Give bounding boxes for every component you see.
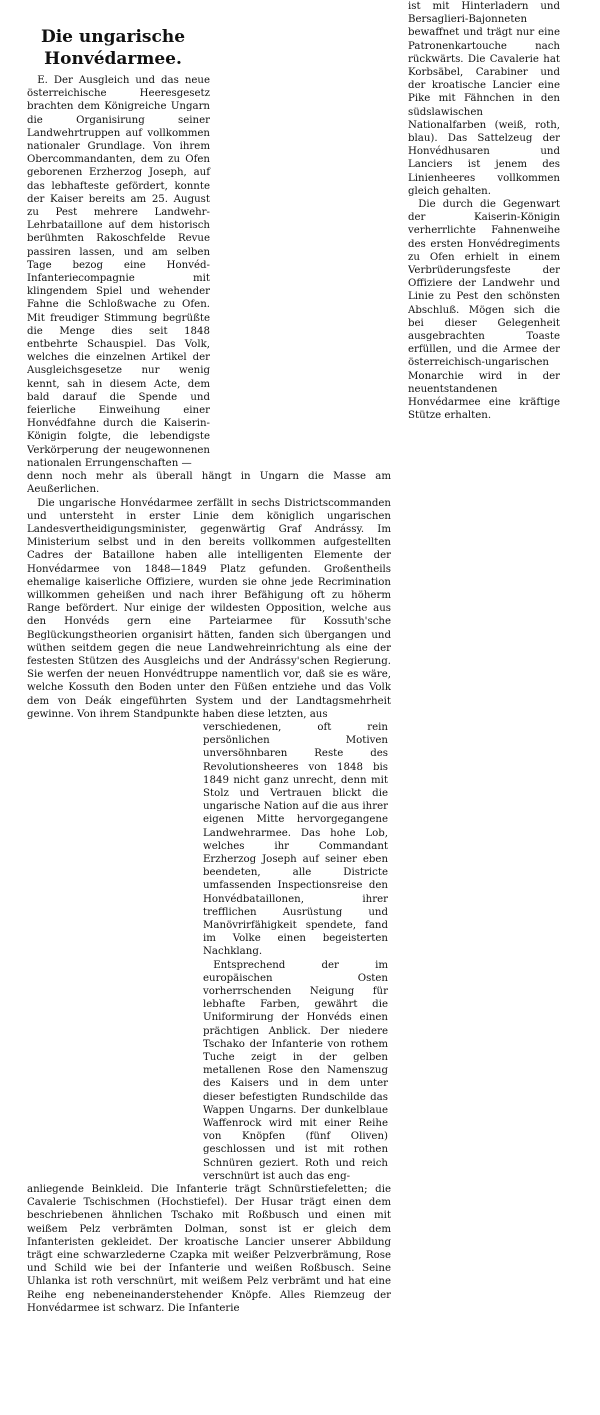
article-title: [27, 26, 199, 70]
title-line-1: Die ungarische: [40, 27, 186, 47]
article-main-column: [27, 22, 391, 1412]
paragraph-armament: ist mit Hinterladern und Bersaglieri-Bajonneten bewaffnet und trägt nur eine Patronenkartouche nach rückwärts. Die Cavalerie hat Korbsäbel, Carabiner und der kroatische Lancier eine Pike mit Fähnchen in den südslawischen Nationalfarben (weiß, roth, blau). Das Sattelzeug der Honvédhusaren und Lanciers ist jenem des Linienheeres vollkommen gleich gehalten.: [408, 1, 560, 197]
paragraph-organisation-cont: verschiedenen, oft rein persönlichen Motiven unversöhnbaren Reste des Revolutionsheeres von 1848 bis 1849 nicht ganz unrecht, denn mit Stolz und Vertrauen blickt die ungarische Nation auf die aus ihrer eigenen Mitte hervorgegangene Landwehrarmee. Das hohe Lob, welches ihr Commandant Erzherzog Joseph auf seiner eben beendeten, alle Districte umfassenden Inspectionsreise den Honvédbataillonen, ihrer trefflichen Ausrüstung und Manövrirfähigkeit spendete, fand im Volke einen begeisterten Nachklang.: [203, 721, 388, 958]
paragraph-intro: E. Der Ausgleich und das neue österreichische Heeresgesetz brachten dem Königreiche Ungarn die Organisirung seiner Landwehrtruppen auf vollkommen nationaler Grundlage. Von ihrem Obercommandanten, dem zu Ofen geborenen Erzherzog Joseph, auf das lebhafteste gefördert, konnte der Kaiser bereits am 25. August zu Pest mehrere Landwehr-Lehrbataillone auf dem historisch berühmten Rakoschfelde Revue passiren lassen, und am selben Tage bezog eine Honvéd-Infanteriecompagnie mit klingendem Spiel und wehender Fahne die Schloßwache zu Ofen. Mit freudiger Stimmung begrüßte die Menge dies seit 1848 entbehrte Schauspiel. Das Volk, welches die einzelnen Artikel der Ausgleichsgesetze nur wenig kennt, sah in diesem Acte, dem bald darauf die Spende und feierliche Einweihung einer Honvédfahne durch die Kaiserin-Königin folgte, die lebendigste Verkörperung der neugewonnenen nationalen Errungenschaften —: [27, 75, 210, 469]
article-right-column: [408, 0, 560, 470]
paragraph-organisation: Die ungarische Honvédarmee zerfällt in sechs Districtscommanden und untersteht in erster Linie dem königlich ungarischen Landesvertheidigungsminister, gegenwärtig Graf Andrássy. Im Ministerium selbst und in den bereits vollkommen aufgestellten Cadres der Bataillone haben alle intelligenten Elemente der Honvédarmee von 1848—1849 Platz gefunden. Großentheils ehemalige kaiserliche Offiziere, wurden sie ohne jede Recrimination willkommen geheißen und nach ihrer Befähigung oft zu höherm Range befördert. Nur einige der wildesten Opposition, welche aus den Honvéds gern eine Parteiarmee für Kossuth'sche Beglückungstheorien organisirt hätten, fanden sich übergangen und wüthen seitdem gegen die neue Landwehreinrichtung als eine der festesten Stützen des Ausgleichs und der Andrássy'schen Regierung. Sie werfen der neuen Honvédtruppe namentlich vor, daß sie es wäre, welche Kossuth den Boden unter den Füßen entziehe und das Volk dem von Deák eingeführten System und der Landtagsmehrheit gewinne. Von ihrem Standpunkte haben diese letzten, aus: [27, 497, 391, 720]
paragraph-uniform-cont: anliegende Beinkleid. Die Infanterie trägt Schnürstiefeletten; die Cavalerie Tschischmen (Hochstiefel). Der Husar trägt einen dem beschriebenen ähnlichen Tschako mit Roßbusch und einen mit weißem Pelz verbrämten Dolman, sonst ist er gleich dem Infanteristen gekleidet. Der kroatische Lancier unserer Abbildung trägt eine schwarzlederne Czapka mit weißer Pelzverbrämung, Rose und Schild wie bei der Infanterie und weißen Roßbusch. Seine Uhlanka ist roth verschnürt, mit weißem Pelz verbrämt und hat eine Reihe eng nebeneinanderstehender Knöpfe. Alles Riemzeug der Honvédarmee ist schwarz. Die Infanterie: [27, 1184, 391, 1314]
paragraph-intro-end: denn noch mehr als überall hängt in Ungarn die Masse am Aeußerlichen.: [27, 471, 391, 496]
paragraph-closing: Die durch die Gegenwart der Kaiserin-Königin verherrlichte Fahnenweihe des ersten Honvédregiments zu Ofen erhielt in einem Verbrüderungsfeste der Offiziere der Landwehr und Linie zu Pest den schönsten Abschluß. Mögen sich die bei dieser Gelegenheit ausgebrachten Toaste erfüllen, und die Armee der österreichisch-ungarischen Monarchie wird in der neuentstandenen Honvédarmee eine kräftige Stütze erhalten.: [408, 199, 560, 422]
title-line-2: Honvédarmee.: [44, 49, 182, 69]
paragraph-uniform: Entsprechend der im europäischen Osten vorherrschenden Neigung für lebhafte Farben, gewährt die Uniformirung der Honvéds einen prächtigen Anblick. Der niedere Tschako der Infanterie von rothem Tuche zeigt in der gelben metallenen Rose den Namenszug des Kaisers und in dem unter dieser befestigten Rundschilde das Wappen Ungarns. Der dunkelblaue Waffenrock wird mit einer Reihe von Knöpfen (fünf Oliven) geschlossen und ist mit rothen Schnüren geziert. Roth und reich verschnürt ist auch das eng-: [203, 959, 388, 1182]
